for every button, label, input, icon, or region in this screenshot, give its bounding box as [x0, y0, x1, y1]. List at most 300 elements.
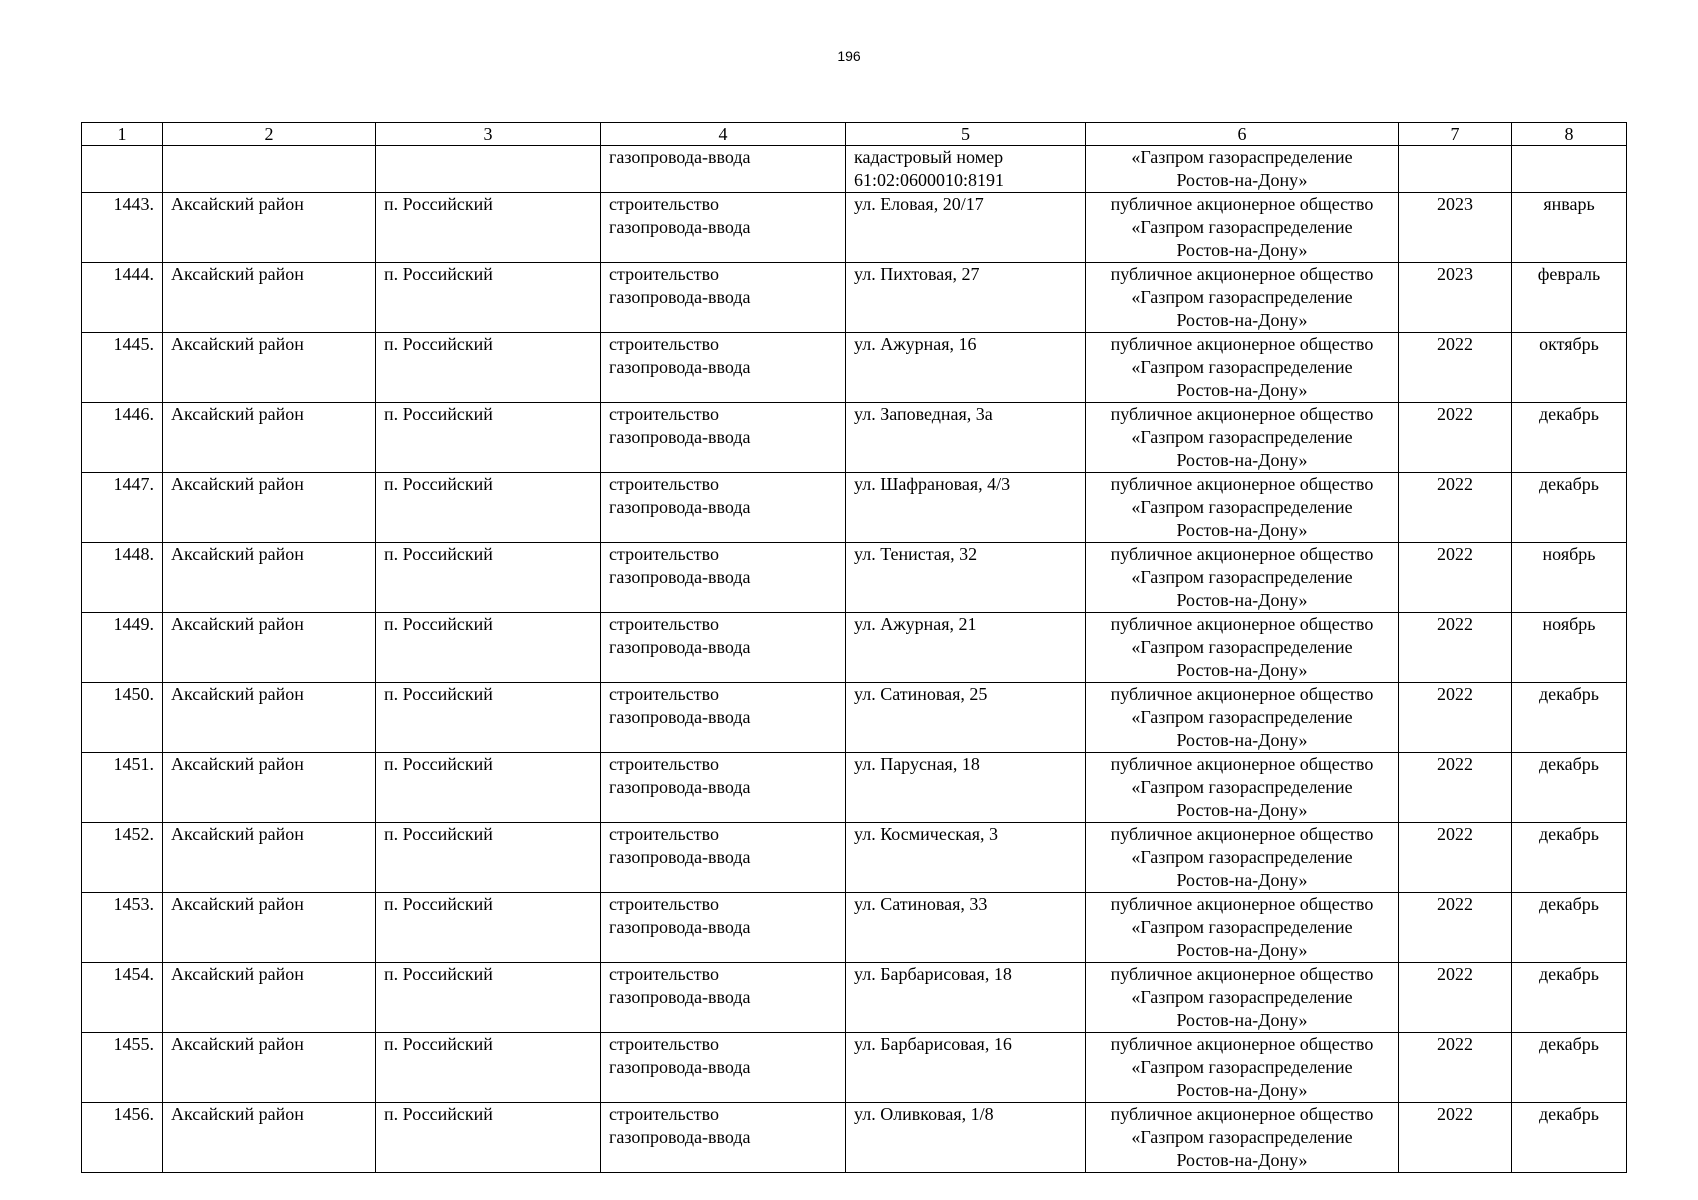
org-line: Ростов-на-Дону»: [1176, 730, 1308, 750]
district: Аксайский район: [171, 264, 304, 284]
year-cell: [1399, 893, 1512, 963]
district: Аксайский район: [171, 684, 304, 704]
address-cell: [846, 1033, 1086, 1103]
month: декабрь: [1539, 1034, 1599, 1054]
district-cell: [163, 893, 376, 963]
locality-cell: [376, 893, 601, 963]
address-cell: [846, 333, 1086, 403]
work-object: газопровода-ввода: [609, 357, 751, 377]
row-number-cell: [82, 963, 163, 1033]
cont-cadastral-label: кадастровый номер: [854, 147, 1004, 167]
locality: п. Российский: [384, 824, 493, 844]
row-number: 1453.: [113, 894, 154, 914]
cont-work: газопровода-ввода: [609, 147, 751, 167]
district: Аксайский район: [171, 894, 304, 914]
address-cell: [846, 683, 1086, 753]
work-object: газопровода-ввода: [609, 497, 751, 517]
locality-cell: [376, 753, 601, 823]
header-cell-1: 1: [82, 123, 163, 146]
org-line: Ростов-на-Дону»: [1176, 1010, 1308, 1030]
work-object: газопровода-ввода: [609, 427, 751, 447]
locality-cell: [376, 473, 601, 543]
year-cell: [1399, 683, 1512, 753]
district: Аксайский район: [171, 194, 304, 214]
district-cell: [163, 473, 376, 543]
year-cell: [1399, 263, 1512, 333]
row-number-cell: [82, 613, 163, 683]
work-cell: [601, 963, 846, 1033]
month: январь: [1543, 194, 1595, 214]
address: ул. Космическая, 3: [854, 824, 998, 844]
address-cell: [846, 193, 1086, 263]
table-row: [82, 823, 1627, 893]
year: 2022: [1437, 614, 1473, 634]
year-cell: [1399, 613, 1512, 683]
cont-cell-4: [601, 146, 846, 193]
row-number: 1446.: [113, 404, 154, 424]
row-number-cell: [82, 1033, 163, 1103]
organization-cell: [1086, 403, 1399, 473]
org-line: «Газпром газораспределение: [1131, 917, 1353, 937]
work-object: газопровода-ввода: [609, 917, 751, 937]
year-cell: [1399, 1033, 1512, 1103]
district-cell: [163, 333, 376, 403]
organization-cell: [1086, 823, 1399, 893]
row-number: 1451.: [113, 754, 154, 774]
table-row: [82, 753, 1627, 823]
org-line: «Газпром газораспределение: [1131, 217, 1353, 237]
org-line: «Газпром газораспределение: [1131, 357, 1353, 377]
cont-cell-5: [846, 146, 1086, 193]
header-cell-3: 3: [376, 123, 601, 146]
work-type: строительство: [609, 824, 719, 844]
month: октябрь: [1539, 334, 1599, 354]
district-cell: [163, 1033, 376, 1103]
locality-cell: [376, 543, 601, 613]
cont-cell-8: [1512, 146, 1627, 193]
address: ул. Сатиновая, 25: [854, 684, 988, 704]
district: Аксайский район: [171, 1104, 304, 1124]
work-object: газопровода-ввода: [609, 567, 751, 587]
year: 2022: [1437, 684, 1473, 704]
year: 2022: [1437, 964, 1473, 984]
work-cell: [601, 403, 846, 473]
month: декабрь: [1539, 684, 1599, 704]
locality: п. Российский: [384, 334, 493, 354]
address: ул. Сатиновая, 33: [854, 894, 988, 914]
row-number-cell: [82, 403, 163, 473]
address: ул. Тенистая, 32: [854, 544, 978, 564]
row-number: 1456.: [113, 1104, 154, 1124]
work-type: строительство: [609, 614, 719, 634]
locality: п. Российский: [384, 264, 493, 284]
locality: п. Российский: [384, 964, 493, 984]
district: Аксайский район: [171, 964, 304, 984]
work-object: газопровода-ввода: [609, 987, 751, 1007]
org-line: Ростов-на-Дону»: [1176, 310, 1308, 330]
work-cell: [601, 473, 846, 543]
org-line: публичное акционерное общество: [1110, 754, 1374, 774]
org-line: публичное акционерное общество: [1110, 404, 1374, 424]
work-cell: [601, 263, 846, 333]
locality-cell: [376, 403, 601, 473]
row-number-cell: [82, 543, 163, 613]
month: декабрь: [1539, 964, 1599, 984]
district: Аксайский район: [171, 754, 304, 774]
header-row: [82, 123, 1627, 146]
address: ул. Ажурная, 16: [854, 334, 977, 354]
month: февраль: [1537, 264, 1601, 284]
cont-cell-1: [82, 146, 163, 193]
organization-cell: [1086, 963, 1399, 1033]
work-cell: [601, 333, 846, 403]
year-cell: [1399, 473, 1512, 543]
org-line: «Газпром газораспределение: [1131, 777, 1353, 797]
month-cell: [1512, 473, 1627, 543]
address: ул. Шафрановая, 4/3: [854, 474, 1011, 494]
work-cell: [601, 613, 846, 683]
org-line: публичное акционерное общество: [1110, 194, 1374, 214]
district-cell: [163, 613, 376, 683]
work-cell: [601, 543, 846, 613]
organization-cell: [1086, 473, 1399, 543]
work-cell: [601, 823, 846, 893]
month: ноябрь: [1542, 614, 1596, 634]
address-cell: [846, 963, 1086, 1033]
header-cell-6: 6: [1086, 123, 1399, 146]
district: Аксайский район: [171, 824, 304, 844]
month: ноябрь: [1542, 544, 1596, 564]
table-body: [82, 146, 1627, 1173]
table-row: [82, 1103, 1627, 1173]
locality-cell: [376, 333, 601, 403]
month-cell: [1512, 1103, 1627, 1173]
org-line: публичное акционерное общество: [1110, 474, 1374, 494]
address: ул. Заповедная, 3а: [854, 404, 993, 424]
month: декабрь: [1539, 824, 1599, 844]
district-cell: [163, 543, 376, 613]
locality: п. Российский: [384, 684, 493, 704]
header-cell-8: 8: [1512, 123, 1627, 146]
year-cell: [1399, 823, 1512, 893]
row-number-cell: [82, 753, 163, 823]
header-cell-4: 4: [601, 123, 846, 146]
year: 2022: [1437, 754, 1473, 774]
district: Аксайский район: [171, 334, 304, 354]
month: декабрь: [1539, 474, 1599, 494]
organization-cell: [1086, 333, 1399, 403]
month-cell: [1512, 263, 1627, 333]
work-type: строительство: [609, 1034, 719, 1054]
row-number: 1452.: [113, 824, 154, 844]
org-line: публичное акционерное общество: [1110, 894, 1374, 914]
month-cell: [1512, 613, 1627, 683]
cont-cell-3: [376, 146, 601, 193]
work-type: строительство: [609, 964, 719, 984]
work-object: газопровода-ввода: [609, 707, 751, 727]
org-line: публичное акционерное общество: [1110, 964, 1374, 984]
row-number-cell: [82, 333, 163, 403]
work-type: строительство: [609, 334, 719, 354]
address-cell: [846, 1103, 1086, 1173]
month-cell: [1512, 333, 1627, 403]
row-number: 1444.: [113, 264, 154, 284]
org-line: публичное акционерное общество: [1110, 544, 1374, 564]
locality-cell: [376, 263, 601, 333]
district: Аксайский район: [171, 1034, 304, 1054]
org-line: Ростов-на-Дону»: [1176, 240, 1308, 260]
table-row: [82, 963, 1627, 1033]
month-cell: [1512, 543, 1627, 613]
year: 2022: [1437, 404, 1473, 424]
locality: п. Российский: [384, 544, 493, 564]
table-row: [82, 613, 1627, 683]
org-line: Ростов-на-Дону»: [1176, 660, 1308, 680]
address: ул. Пихтовая, 27: [854, 264, 980, 284]
cont-cell-7: [1399, 146, 1512, 193]
organization-cell: [1086, 263, 1399, 333]
row-number: 1443.: [113, 194, 154, 214]
org-line: Ростов-на-Дону»: [1176, 870, 1308, 890]
address: ул. Барбарисовая, 16: [854, 1034, 1012, 1054]
locality-cell: [376, 823, 601, 893]
org-line: Ростов-на-Дону»: [1176, 800, 1308, 820]
locality-cell: [376, 1103, 601, 1173]
cont-org-line: «Газпром газораспределение: [1131, 147, 1353, 167]
row-number-cell: [82, 193, 163, 263]
address-cell: [846, 753, 1086, 823]
org-line: публичное акционерное общество: [1110, 1034, 1374, 1054]
work-cell: [601, 1033, 846, 1103]
year: 2022: [1437, 334, 1473, 354]
org-line: Ростов-на-Дону»: [1176, 520, 1308, 540]
table-row: [82, 403, 1627, 473]
address: ул. Еловая, 20/17: [854, 194, 984, 214]
address-cell: [846, 473, 1086, 543]
table-row: [82, 893, 1627, 963]
org-line: публичное акционерное общество: [1110, 684, 1374, 704]
address: ул. Парусная, 18: [854, 754, 980, 774]
year-cell: [1399, 403, 1512, 473]
locality-cell: [376, 963, 601, 1033]
address: ул. Оливковая, 1/8: [854, 1104, 994, 1124]
row-number-cell: [82, 683, 163, 753]
header-cell-2: 2: [163, 123, 376, 146]
work-object: газопровода-ввода: [609, 217, 751, 237]
work-cell: [601, 893, 846, 963]
work-type: строительство: [609, 894, 719, 914]
month: декабрь: [1539, 754, 1599, 774]
month-cell: [1512, 193, 1627, 263]
org-line: «Газпром газораспределение: [1131, 1057, 1353, 1077]
org-line: Ростов-на-Дону»: [1176, 590, 1308, 610]
org-line: «Газпром газораспределение: [1131, 1127, 1353, 1147]
table-header: [82, 123, 1627, 146]
table-row: [82, 1033, 1627, 1103]
month: декабрь: [1539, 894, 1599, 914]
month-cell: [1512, 683, 1627, 753]
month-cell: [1512, 403, 1627, 473]
month-cell: [1512, 963, 1627, 1033]
district: Аксайский район: [171, 474, 304, 494]
org-line: «Газпром газораспределение: [1131, 287, 1353, 307]
address: ул. Ажурная, 21: [854, 614, 977, 634]
locality: п. Российский: [384, 1104, 493, 1124]
header-cell-5: 5: [846, 123, 1086, 146]
org-line: «Газпром газораспределение: [1131, 427, 1353, 447]
work-type: строительство: [609, 194, 719, 214]
district-cell: [163, 683, 376, 753]
year: 2023: [1437, 194, 1473, 214]
organization-cell: [1086, 893, 1399, 963]
page-number: 196: [837, 48, 861, 64]
work-object: газопровода-ввода: [609, 847, 751, 867]
cont-cadastral-number: 61:02:0600010:8191: [854, 170, 1005, 190]
row-number: 1455.: [113, 1034, 154, 1054]
organization-cell: [1086, 613, 1399, 683]
year: 2023: [1437, 264, 1473, 284]
work-cell: [601, 753, 846, 823]
district-cell: [163, 823, 376, 893]
row-number-cell: [82, 1103, 163, 1173]
year-cell: [1399, 193, 1512, 263]
locality: п. Российский: [384, 194, 493, 214]
row-number-cell: [82, 473, 163, 543]
locality: п. Российский: [384, 614, 493, 634]
org-line: «Газпром газораспределение: [1131, 637, 1353, 657]
district-cell: [163, 263, 376, 333]
work-cell: [601, 1103, 846, 1173]
table-row: [82, 543, 1627, 613]
month-cell: [1512, 823, 1627, 893]
row-number: 1450.: [113, 684, 154, 704]
organization-cell: [1086, 1103, 1399, 1173]
address-cell: [846, 613, 1086, 683]
org-line: «Газпром газораспределение: [1131, 847, 1353, 867]
registry-table: [81, 122, 1627, 1173]
locality-cell: [376, 1033, 601, 1103]
locality-cell: [376, 683, 601, 753]
work-type: строительство: [609, 264, 719, 284]
org-line: публичное акционерное общество: [1110, 824, 1374, 844]
year-cell: [1399, 1103, 1512, 1173]
org-line: публичное акционерное общество: [1110, 334, 1374, 354]
org-line: Ростов-на-Дону»: [1176, 940, 1308, 960]
table-row: [82, 473, 1627, 543]
address: ул. Барбарисовая, 18: [854, 964, 1012, 984]
locality-cell: [376, 613, 601, 683]
locality: п. Российский: [384, 1034, 493, 1054]
org-line: Ростов-на-Дону»: [1176, 450, 1308, 470]
org-line: публичное акционерное общество: [1110, 264, 1374, 284]
year: 2022: [1437, 1034, 1473, 1054]
row-number: 1449.: [113, 614, 154, 634]
year-cell: [1399, 963, 1512, 1033]
year: 2022: [1437, 1104, 1473, 1124]
month: декабрь: [1539, 1104, 1599, 1124]
month-cell: [1512, 753, 1627, 823]
organization-cell: [1086, 1033, 1399, 1103]
organization-cell: [1086, 543, 1399, 613]
work-type: строительство: [609, 754, 719, 774]
row-number: 1445.: [113, 334, 154, 354]
work-type: строительство: [609, 474, 719, 494]
year-cell: [1399, 333, 1512, 403]
year: 2022: [1437, 544, 1473, 564]
row-number-cell: [82, 263, 163, 333]
org-line: «Газпром газораспределение: [1131, 567, 1353, 587]
table-row: [82, 263, 1627, 333]
work-type: строительство: [609, 684, 719, 704]
address-cell: [846, 263, 1086, 333]
org-line: Ростов-на-Дону»: [1176, 1150, 1308, 1170]
org-line: «Газпром газораспределение: [1131, 707, 1353, 727]
table-row: [82, 333, 1627, 403]
header-cell-7: 7: [1399, 123, 1512, 146]
org-line: публичное акционерное общество: [1110, 614, 1374, 634]
district: Аксайский район: [171, 614, 304, 634]
org-line: публичное акционерное общество: [1110, 1104, 1374, 1124]
district: Аксайский район: [171, 544, 304, 564]
work-object: газопровода-ввода: [609, 1057, 751, 1077]
org-line: Ростов-на-Дону»: [1176, 1080, 1308, 1100]
work-object: газопровода-ввода: [609, 1127, 751, 1147]
month: декабрь: [1539, 404, 1599, 424]
year: 2022: [1437, 474, 1473, 494]
district-cell: [163, 193, 376, 263]
year: 2022: [1437, 894, 1473, 914]
org-line: «Газпром газораспределение: [1131, 497, 1353, 517]
locality: п. Российский: [384, 474, 493, 494]
locality-cell: [376, 193, 601, 263]
address-cell: [846, 823, 1086, 893]
row-number-cell: [82, 893, 163, 963]
cont-cell-2: [163, 146, 376, 193]
continuation-row: [82, 146, 1627, 193]
row-number-cell: [82, 823, 163, 893]
organization-cell: [1086, 683, 1399, 753]
address-cell: [846, 403, 1086, 473]
district-cell: [163, 753, 376, 823]
org-line: «Газпром газораспределение: [1131, 987, 1353, 1007]
month-cell: [1512, 1033, 1627, 1103]
work-type: строительство: [609, 404, 719, 424]
work-cell: [601, 193, 846, 263]
work-cell: [601, 683, 846, 753]
work-type: строительство: [609, 1104, 719, 1124]
year-cell: [1399, 753, 1512, 823]
table-row: [82, 193, 1627, 263]
cont-org-line: Ростов-на-Дону»: [1176, 170, 1308, 190]
organization-cell: [1086, 193, 1399, 263]
address-cell: [846, 893, 1086, 963]
district: Аксайский район: [171, 404, 304, 424]
organization-cell: [1086, 753, 1399, 823]
locality: п. Российский: [384, 754, 493, 774]
month-cell: [1512, 893, 1627, 963]
district-cell: [163, 1103, 376, 1173]
work-object: газопровода-ввода: [609, 777, 751, 797]
row-number: 1447.: [113, 474, 154, 494]
district-cell: [163, 403, 376, 473]
row-number: 1448.: [113, 544, 154, 564]
year-cell: [1399, 543, 1512, 613]
table-row: [82, 683, 1627, 753]
work-object: газопровода-ввода: [609, 637, 751, 657]
org-line: Ростов-на-Дону»: [1176, 380, 1308, 400]
row-number: 1454.: [113, 964, 154, 984]
address-cell: [846, 543, 1086, 613]
